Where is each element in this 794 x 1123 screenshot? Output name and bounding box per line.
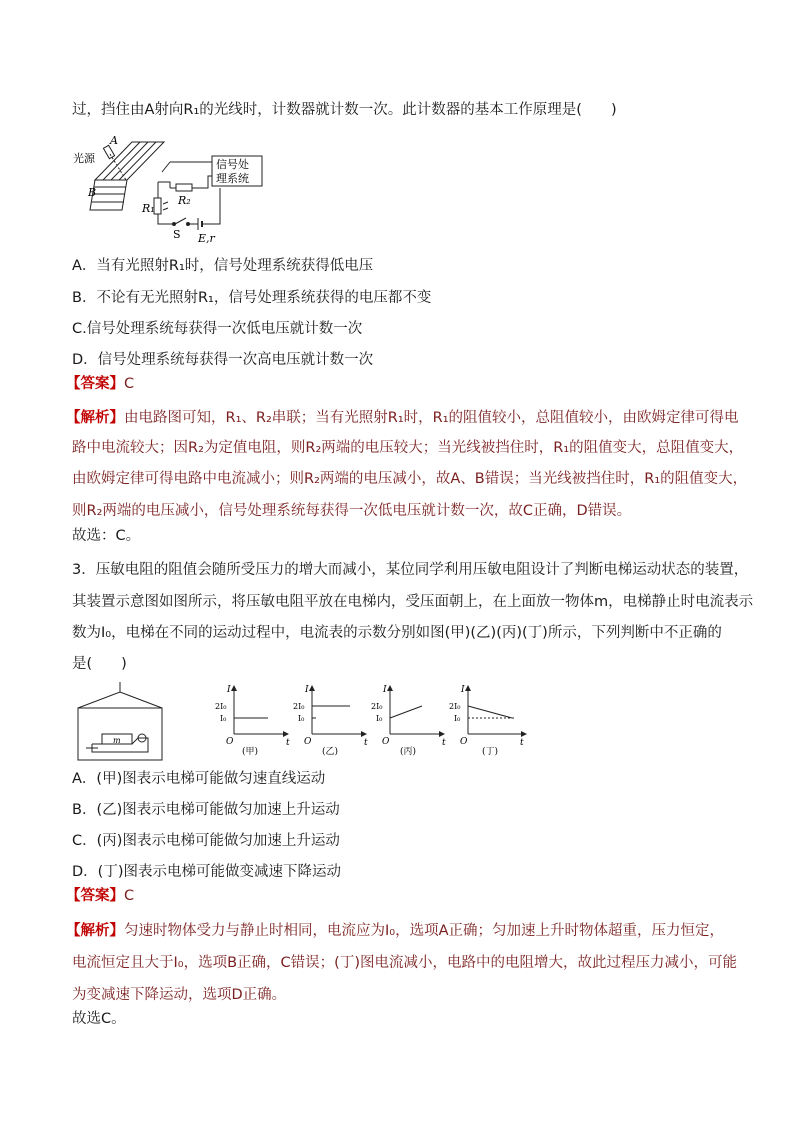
- q3-option-b: B．(乙)图表示电梯可能做匀加速上升运动: [72, 802, 340, 818]
- graph-yi: [293, 685, 368, 757]
- r1-label: R₁: [142, 202, 155, 215]
- graph-bing-i0: I₀: [376, 714, 383, 723]
- q3-analysis-line-3: 为变减速下降运动，选项D正确。: [72, 987, 287, 1003]
- graph-jia-x-label: t: [286, 738, 290, 748]
- q3-option-c: C．(丙)图表示电梯可能做匀加速上升运动: [72, 833, 340, 849]
- graph-bing-2i0: 2I₀: [371, 702, 383, 711]
- current-time-graphs: [212, 682, 532, 758]
- graph-ding-i0: I₀: [454, 714, 461, 723]
- q2-answer-value: C: [124, 376, 135, 392]
- point-a-label: A: [110, 134, 118, 147]
- graph-yi-x-label: t: [364, 738, 368, 748]
- graph-yi-y-label: I: [305, 685, 309, 695]
- graph-ding-caption: (丁): [482, 747, 499, 757]
- q2-option-d: D．信号处理系统每获得一次高电压就计数一次: [72, 352, 374, 368]
- graph-jia-i0: I₀: [220, 714, 227, 723]
- switch-label: S: [173, 228, 181, 241]
- q2-analysis-line-1: [66, 408, 739, 428]
- q3-analysis-line-1: [66, 921, 724, 941]
- signal-box-line1: 信号处: [216, 158, 249, 171]
- graph-bing: [371, 685, 446, 757]
- q3-conclusion: 故选C。: [72, 1011, 126, 1027]
- q3-stem-line-4: 是( ): [72, 656, 127, 672]
- graph-yi-i0: I₀: [298, 714, 305, 723]
- graph-jia: [215, 685, 290, 757]
- q2-answer: [66, 374, 134, 394]
- point-b-label: B: [88, 186, 97, 199]
- q3-option-d: D．(丁)图表示电梯可能做变减速下降运动: [72, 864, 341, 880]
- q3-answer-label: 【答案】: [66, 888, 124, 904]
- q3-answer-value: C: [124, 888, 135, 904]
- q3-analysis-text-1: 匀速时物体受力与静止时相同，电流应为I₀，选项A正确；匀加速上升时物体超重，压力恒定，: [124, 923, 725, 939]
- graph-ding-x-label: t: [520, 738, 524, 748]
- graph-ding-origin: O: [460, 737, 468, 747]
- q2-option-b: B．不论有无光照射R₁，信号处理系统获得的电压都不变: [72, 290, 432, 306]
- q3-option-a: A．(甲)图表示电梯可能做匀速直线运动: [72, 771, 326, 787]
- q2-analysis-line-3: 由欧姆定律可得电路中电流减小；则R₂两端的电压减小，故A、B错误；当光线被挡住时，R₁的阻值变大，: [72, 471, 748, 487]
- graph-bing-origin: O: [382, 737, 390, 747]
- q2-analysis-line-2: 路中电流较大；因R₂为定值电阻，则R₂两端的电压较大；当光线被挡住时，R₁的阻值变大，总阻值变大，: [72, 440, 744, 456]
- graph-ding-y-label: I: [461, 685, 465, 695]
- q2-analysis-label: 【解析】: [66, 410, 124, 426]
- q3-answer: [66, 886, 134, 906]
- elevator-figure: [72, 682, 182, 762]
- light-source-label: 光源: [73, 152, 95, 165]
- q3-stem-line-1: 3．压敏电阻的阻值会随所受压力的增大而减小，某位同学利用压敏电阻设计了判断电梯运动状态的装置，: [72, 562, 749, 578]
- graph-bing-x-label: t: [442, 738, 446, 748]
- q3-analysis-line-2: 电流恒定且大于I₀，选项B正确，C错误；(丁)图电流减小，电路中的电阻增大，故此过程压力减小，可能: [72, 955, 737, 971]
- q2-option-a: A．当有光照射R₁时，信号处理系统获得低电压: [72, 258, 374, 274]
- graph-bing-y-label: I: [383, 685, 387, 695]
- graph-bing-caption: (丙): [400, 747, 417, 757]
- q2-option-c: C.信号处理系统每获得一次低电压就计数一次: [72, 321, 363, 337]
- signal-box-line2: 理系统: [216, 172, 249, 185]
- mass-label: m: [113, 736, 121, 745]
- q3-analysis-label: 【解析】: [66, 923, 124, 939]
- q2-conclusion: 故选：C。: [72, 528, 141, 544]
- battery-label: E,r: [198, 232, 215, 244]
- graph-ding-2i0: 2I₀: [449, 702, 461, 711]
- graph-yi-2i0: 2I₀: [293, 702, 305, 711]
- q3-stem-line-2: 其装置示意图如图所示，将压敏电阻平放在电梯内，受压面朝上，在上面放一物体m，电梯静止时电流表示: [72, 594, 754, 610]
- q3-stem-line-3: 数为I₀，电梯在不同的运动过程中，电流表的示数分别如图(甲)(乙)(丙)(丁)所示，下列判断中不正确的: [72, 625, 722, 641]
- q2-answer-label: 【答案】: [66, 376, 124, 392]
- graph-jia-caption: (甲): [242, 747, 259, 757]
- r2-label: R₂: [178, 194, 191, 207]
- graph-jia-y-label: I: [227, 685, 231, 695]
- graph-ding: [449, 685, 526, 757]
- counter-circuit-figure: [70, 132, 270, 244]
- graph-jia-origin: O: [226, 737, 234, 747]
- q2-intro: 过，挡住由A射向R₁的光线时，计数器就计数一次。此计数器的基本工作原理是( ): [72, 102, 617, 118]
- q2-analysis-text-1: 由电路图可知，R₁、R₂串联；当有光照射R₁时，R₁的阻值较小，总阻值较小，由欧姆定律可得电: [124, 410, 739, 426]
- graph-jia-2i0: 2I₀: [215, 702, 227, 711]
- graph-yi-caption: (乙): [322, 747, 339, 757]
- graph-yi-origin: O: [304, 737, 312, 747]
- q2-analysis-line-4: 则R₂两端的电压减小，信号处理系统每获得一次低电压就计数一次，故C正确，D错误。: [72, 503, 632, 519]
